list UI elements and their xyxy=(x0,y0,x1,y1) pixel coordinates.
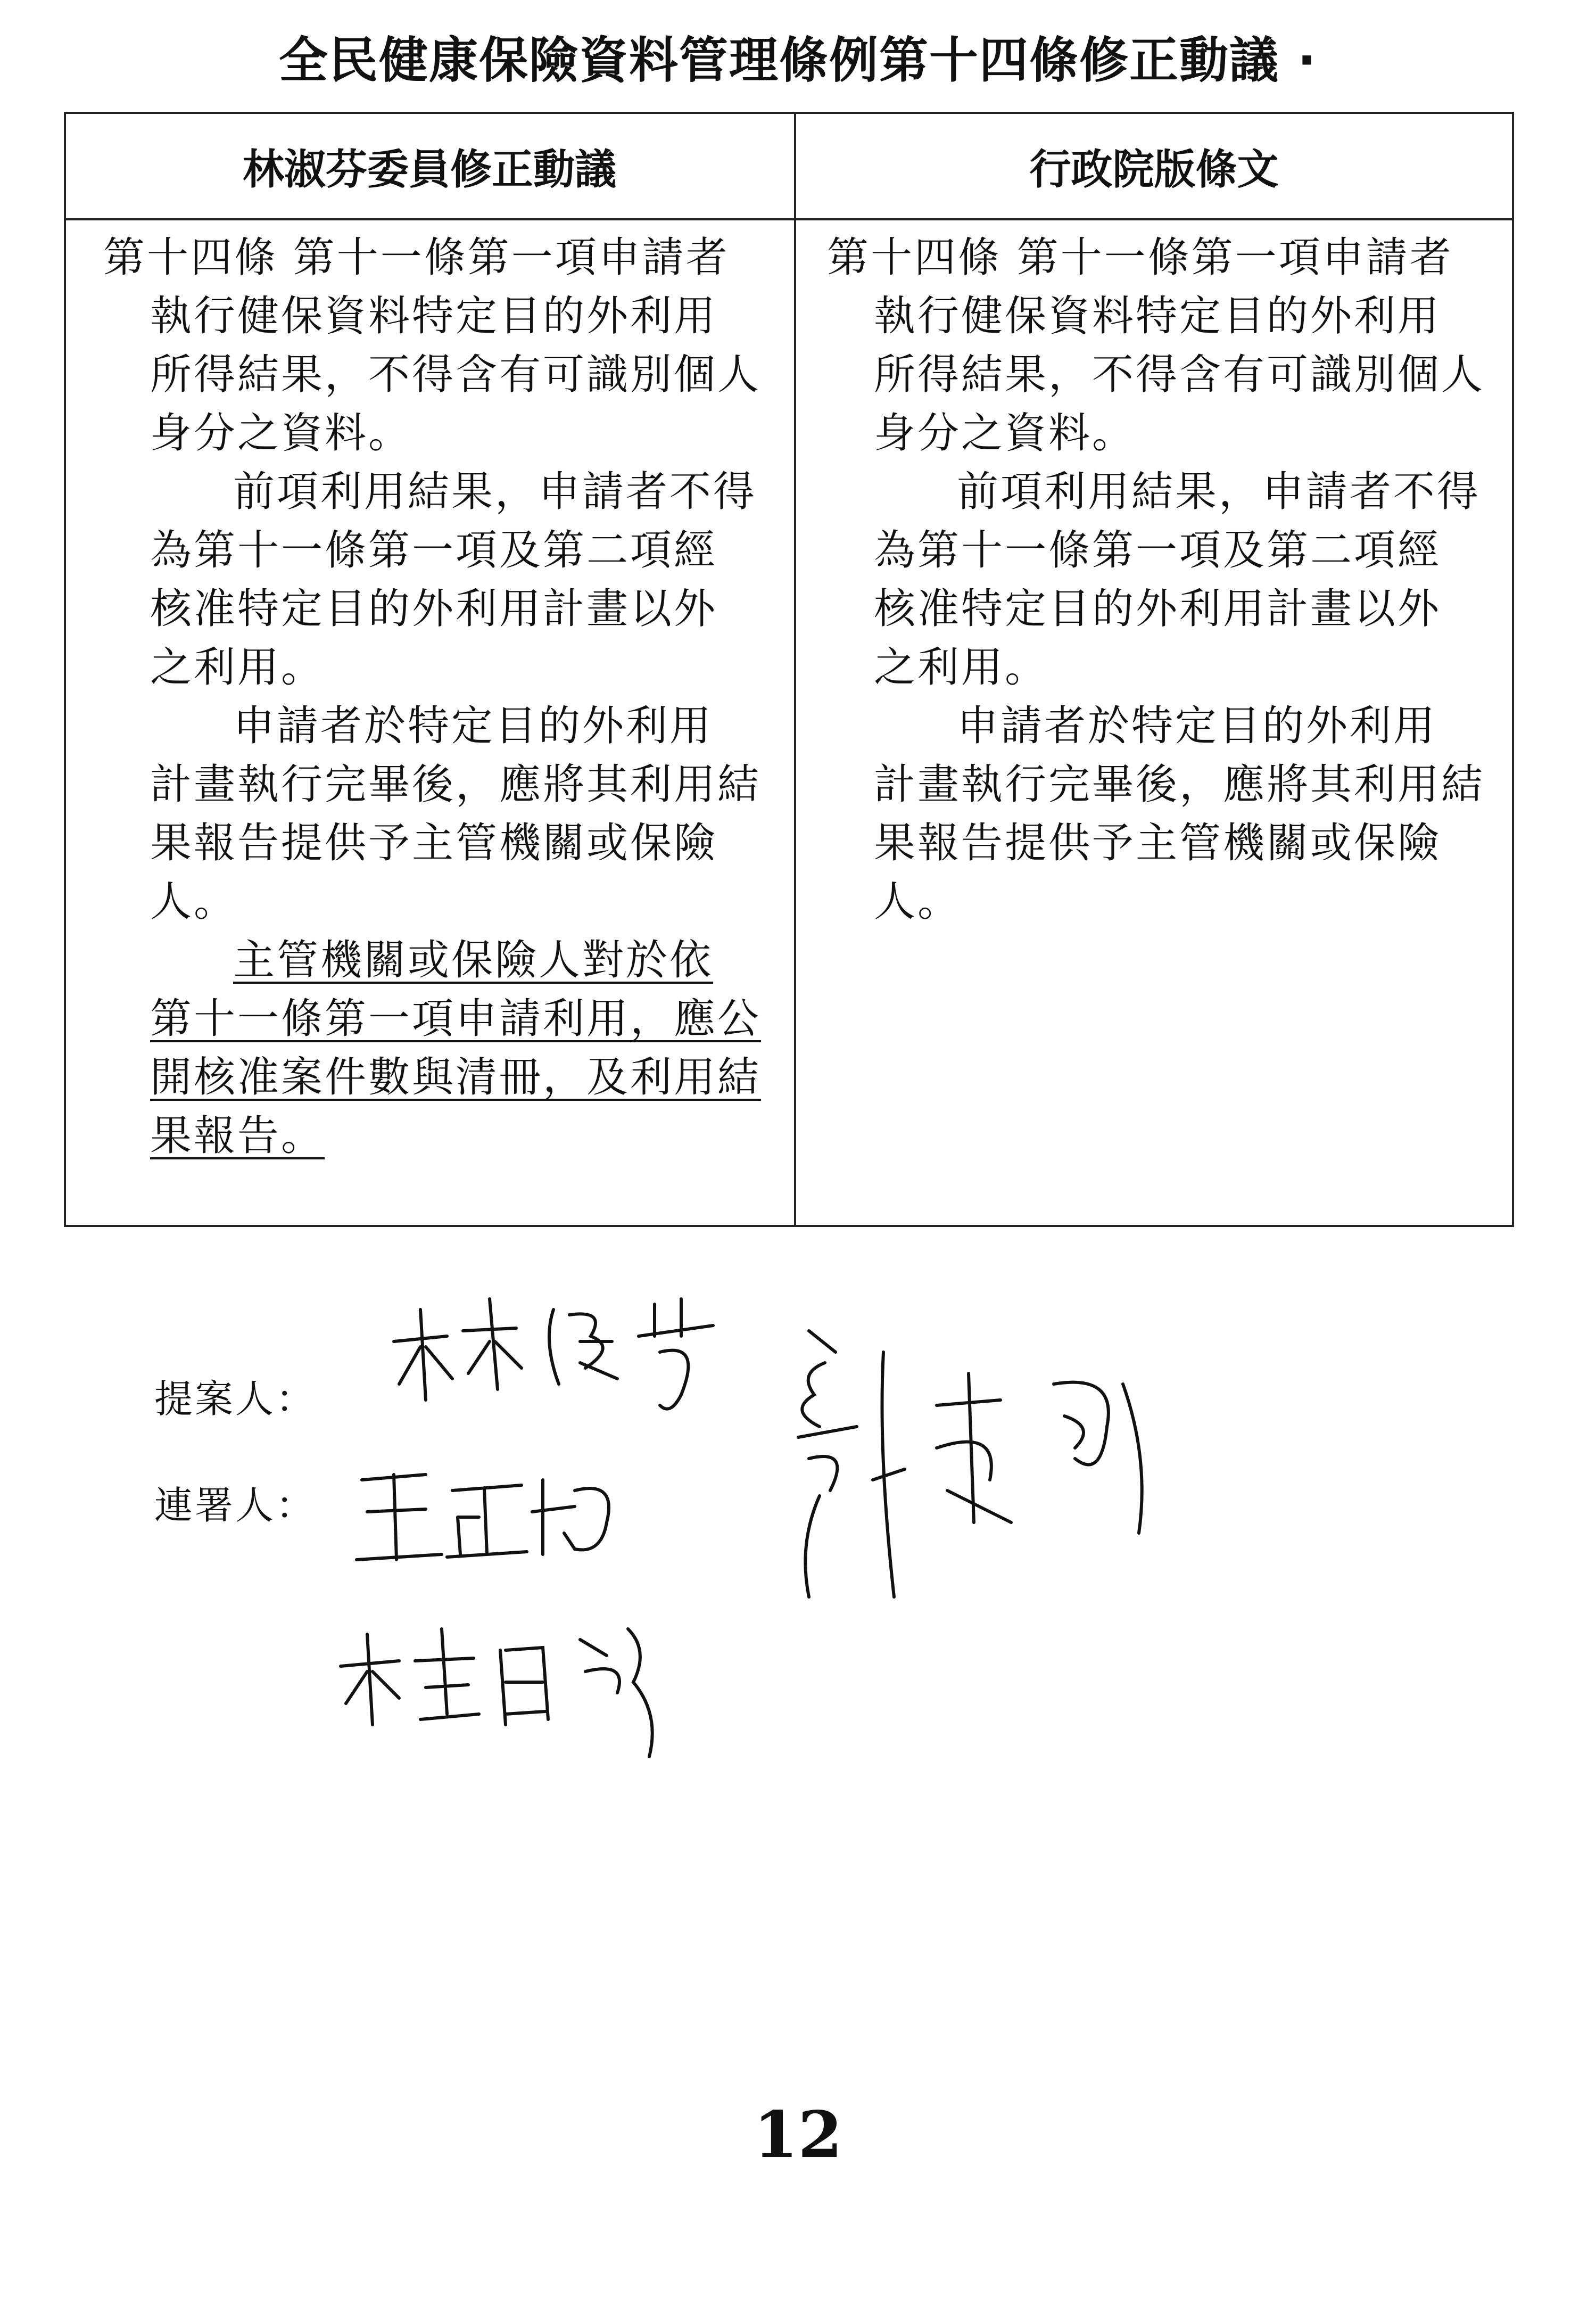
text-line: 計畫執行完畢後，應將其利用結 xyxy=(150,761,762,809)
text-line: 核准特定目的外利用計畫以外 xyxy=(874,585,1442,633)
table-header-row xyxy=(66,114,1512,220)
left-column-header: 林淑芬委員修正動議 xyxy=(242,146,616,194)
cosigner-signature xyxy=(351,1459,628,1581)
amended-text-line: 主管機關或保險人對於依 xyxy=(233,936,714,984)
text-line: 身分之資料。 xyxy=(150,409,412,457)
text-line: 所得結果，不得含有可識別個人 xyxy=(150,351,762,399)
amended-text-line: 開核准案件數與清冊，及利用結 xyxy=(150,1053,762,1101)
text-line: 計畫執行完畢後，應將其利用結 xyxy=(874,761,1485,809)
cosigner-signature xyxy=(777,1320,1213,1618)
text-line: 人。 xyxy=(874,878,962,926)
text-line: 為第十一條第一項及第二項經 xyxy=(874,526,1442,574)
text-line: 執行健保資料特定目的外利用 xyxy=(150,292,718,340)
text-line: 之利用。 xyxy=(150,644,325,691)
text-line: 所得結果，不得含有可識別個人 xyxy=(874,351,1485,399)
cosigner-label: 連署人： xyxy=(154,1483,317,1528)
text-line: 第十四條 第十一條第一項申請者 xyxy=(827,234,1453,282)
text-line: 果報告提供予主管機關或保險 xyxy=(150,819,718,867)
text-line: 為第十一條第一項及第二項經 xyxy=(150,526,718,574)
text-line: 人。 xyxy=(150,878,238,926)
column-divider xyxy=(794,114,796,1225)
page-title: 全民健康保險資料管理條例第十四條修正動議 · xyxy=(279,32,1317,89)
text-line: 申請者於特定目的外利用 xyxy=(233,702,714,750)
text-line: 果報告提供予主管機關或保險 xyxy=(874,819,1442,867)
text-line: 第十四條 第十一條第一項申請者 xyxy=(103,234,730,282)
proposer-label: 提案人： xyxy=(154,1377,317,1421)
text-line: 前項利用結果，申請者不得 xyxy=(957,468,1481,516)
text-line: 之利用。 xyxy=(874,644,1049,691)
amended-text-line: 第十一條第一項申請利用，應公 xyxy=(150,995,762,1043)
text-line: 前項利用結果，申請者不得 xyxy=(233,468,757,516)
text-line: 執行健保資料特定目的外利用 xyxy=(874,292,1442,340)
text-line: 身分之資料。 xyxy=(874,409,1136,457)
right-column-text xyxy=(827,228,1492,931)
proposer-signature xyxy=(383,1278,809,1437)
left-column-text xyxy=(103,228,768,1165)
text-line: 核准特定目的外利用計畫以外 xyxy=(150,585,718,633)
right-column-header: 行政院版條文 xyxy=(1029,146,1279,194)
cosigner-signature xyxy=(330,1608,676,1767)
comparison-table xyxy=(64,112,1514,1227)
amended-text-line: 果報告。 xyxy=(150,1112,325,1160)
text-line: 申請者於特定目的外利用 xyxy=(957,702,1437,750)
page-number: 12 xyxy=(754,2097,842,2172)
